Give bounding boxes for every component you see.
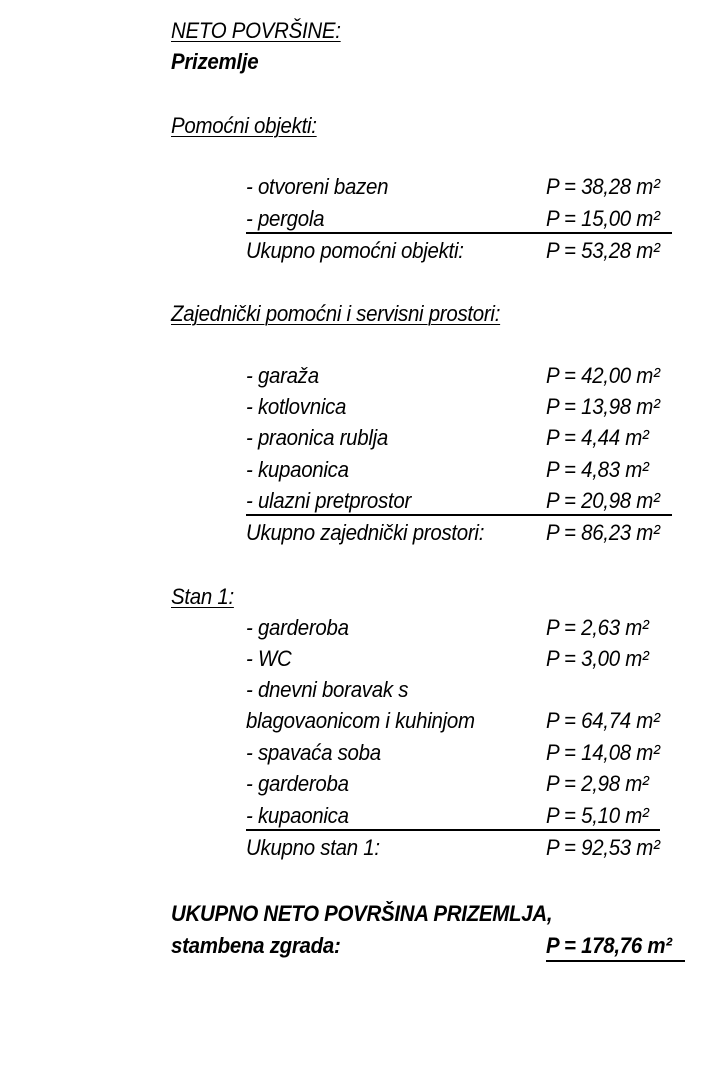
subtotal-rule (246, 829, 660, 831)
grand-total-rule (546, 960, 685, 962)
subtotal-rule (246, 232, 672, 234)
subtotal-value: P = 92,53 m² (546, 835, 660, 860)
item-name: - kotlovnica (246, 394, 347, 419)
item-value: P = 42,00 m² (546, 363, 660, 388)
item-value: P = 14,08 m² (546, 740, 660, 765)
grand-total-value: P = 178,76 m² (546, 933, 672, 958)
grand-total-label: UKUPNO NETO POVRŠINA PRIZEMLJA, (171, 901, 553, 926)
item-value: P = 3,00 m² (546, 646, 649, 671)
item-name: - garaža (246, 363, 319, 388)
item-name: - kupaonica (246, 803, 349, 828)
item-name: - WC (246, 646, 292, 671)
item-value: P = 64,74 m² (546, 708, 660, 733)
subtotal-value: P = 86,23 m² (546, 520, 660, 545)
item-name: - otvoreni bazen (246, 174, 389, 199)
item-value: P = 5,10 m² (546, 803, 649, 828)
item-value: P = 15,00 m² (546, 206, 660, 231)
item-value: P = 20,98 m² (546, 488, 660, 513)
grand-total-sublabel: stambena zgrada: (171, 933, 341, 958)
item-value: P = 13,98 m² (546, 394, 660, 419)
item-value: P = 4,44 m² (546, 425, 649, 450)
section-title-pomocni: Pomoćni objekti: (171, 113, 317, 138)
item-name: - ulazni pretprostor (246, 488, 412, 513)
subtotal-rule (246, 514, 672, 516)
item-name: - kupaonica (246, 457, 349, 482)
item-name: - garderoba (246, 771, 349, 796)
item-value: P = 38,28 m² (546, 174, 660, 199)
item-value: P = 2,63 m² (546, 615, 649, 640)
item-value: P = 4,83 m² (546, 457, 649, 482)
item-name: - spavaća soba (246, 740, 381, 765)
section-title-stan1: Stan 1: (171, 584, 234, 609)
item-name: blagovaonicom i kuhinjom (246, 708, 475, 733)
item-value: P = 2,98 m² (546, 771, 649, 796)
item-name: - praonica rublja (246, 425, 388, 450)
subtotal-name: Ukupno stan 1: (246, 835, 380, 860)
page-heading: NETO POVRŠINE: (171, 18, 341, 43)
item-name: - dnevni boravak s (246, 677, 409, 702)
subtotal-value: P = 53,28 m² (546, 238, 660, 263)
subtotal-name: Ukupno pomoćni objekti: (246, 238, 464, 263)
item-name: - garderoba (246, 615, 349, 640)
floor-title: Prizemlje (171, 49, 259, 74)
item-name: - pergola (246, 206, 325, 231)
section-title-zajednicki: Zajednički pomoćni i servisni prostori: (171, 301, 501, 326)
subtotal-name: Ukupno zajednički prostori: (246, 520, 485, 545)
